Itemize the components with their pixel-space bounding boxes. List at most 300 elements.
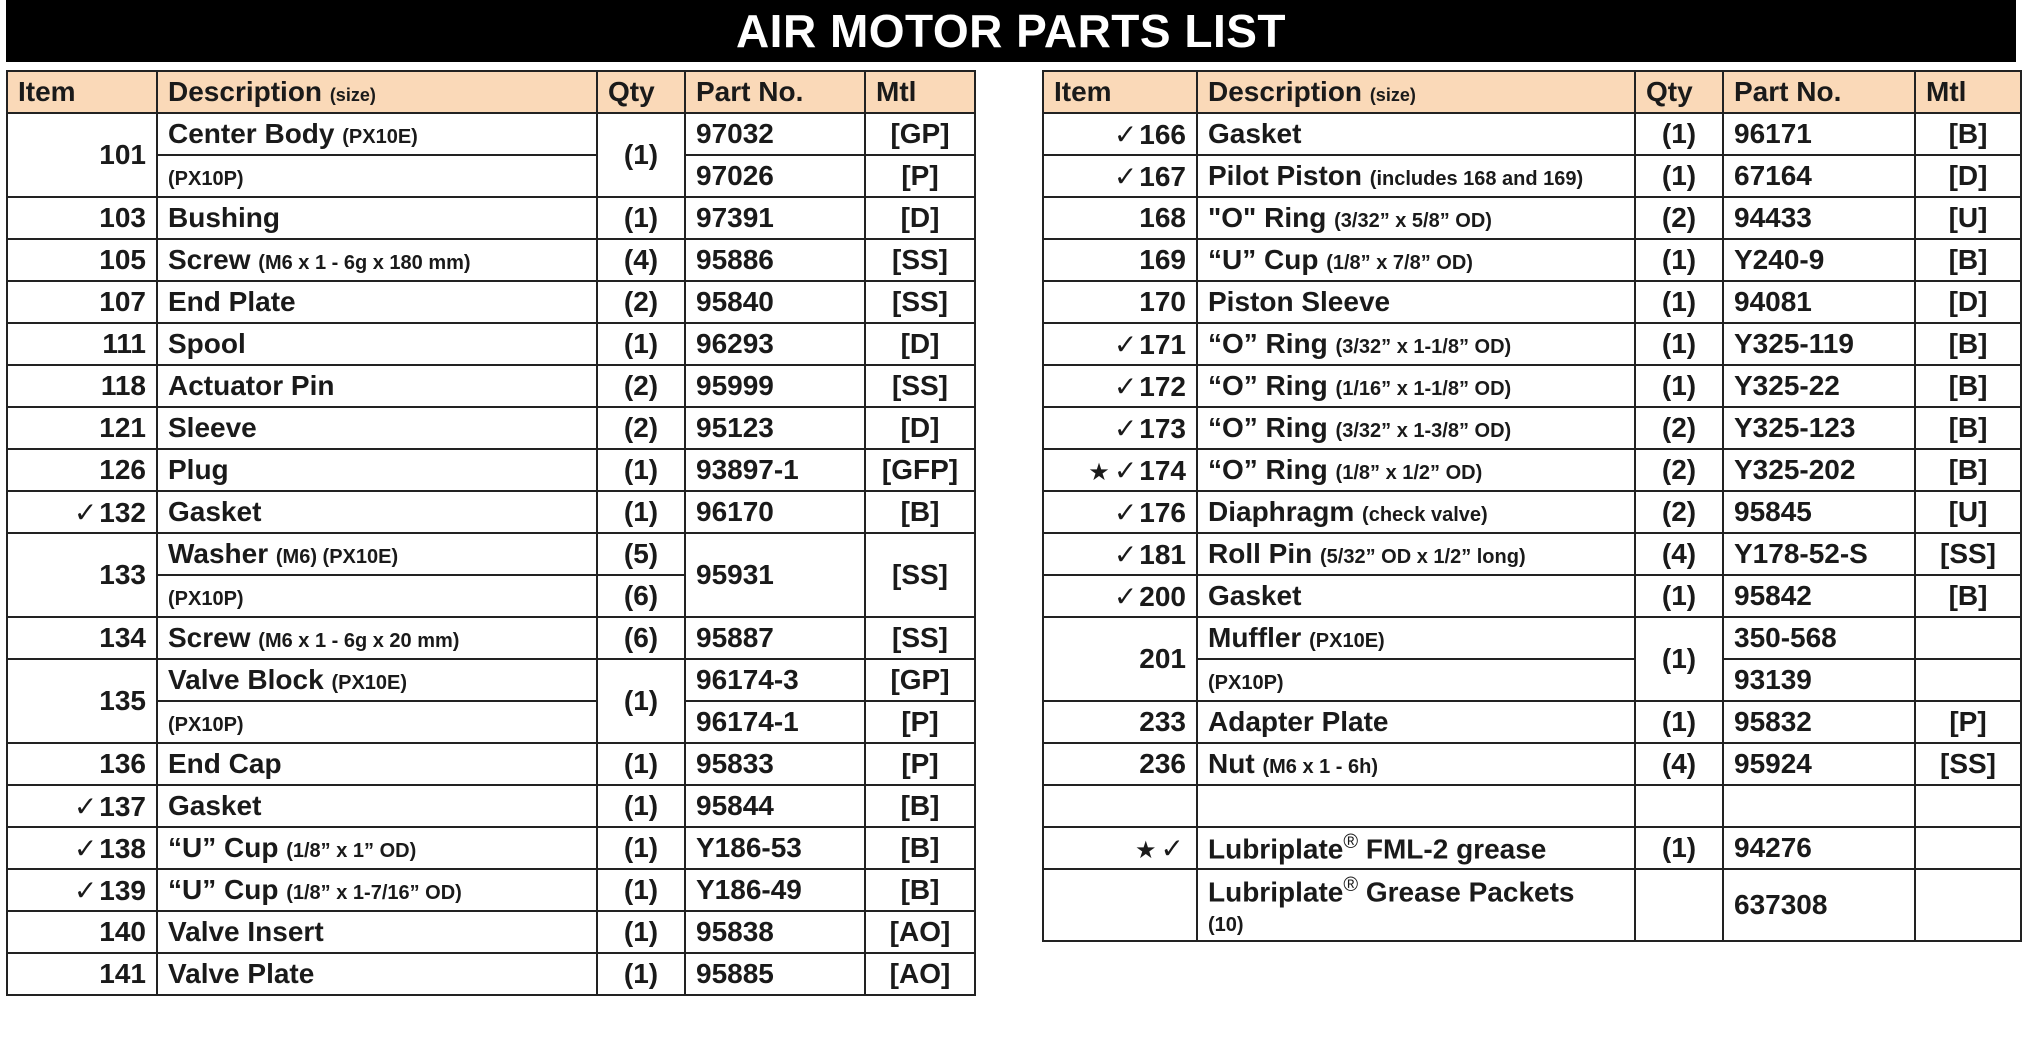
material-cell	[1915, 659, 2021, 701]
part-number-cell	[1723, 785, 1915, 827]
part-number-cell: 97391	[685, 197, 865, 239]
item-cell	[7, 827, 157, 869]
item-cell	[7, 617, 157, 659]
material-cell: [B]	[1915, 575, 2021, 617]
description-cell	[1197, 365, 1635, 407]
checkmark-icon: ✓	[1113, 328, 1138, 360]
description-cell	[1197, 155, 1635, 197]
item-number: 171	[1139, 328, 1186, 360]
description-cell	[1197, 281, 1635, 323]
material-cell: [U]	[1915, 197, 2021, 239]
table-row	[1043, 533, 2021, 575]
size-text: (PX10P)	[168, 714, 244, 736]
material-cell: [P]	[865, 701, 975, 743]
qty-cell: (1)	[597, 869, 685, 911]
table-row	[1043, 281, 2021, 323]
item-cell	[7, 197, 157, 239]
qty-cell: (2)	[597, 365, 685, 407]
description-text: Valve Block	[168, 664, 324, 695]
parts-table-left	[6, 70, 976, 996]
description-cell	[1197, 533, 1635, 575]
checkmark-icon: ✓	[73, 832, 98, 864]
item-number: 103	[99, 202, 146, 233]
description-cell	[1197, 827, 1635, 869]
material-cell: [D]	[865, 323, 975, 365]
description-text: Diaphragm	[1208, 496, 1355, 527]
table-row	[7, 281, 975, 323]
star-icon: ★	[1088, 458, 1110, 486]
material-cell: [B]	[865, 785, 975, 827]
checkmark-icon: ✓	[1113, 580, 1138, 612]
description-text: “U” Cup	[168, 832, 279, 863]
checkmark-icon: ✓	[73, 790, 98, 822]
part-number-cell: 95999	[685, 365, 865, 407]
checkmark-icon: ✓	[1113, 412, 1138, 444]
size-text: (1/8” x 1/2” OD)	[1335, 462, 1483, 484]
part-number-cell: 95833	[685, 743, 865, 785]
item-number: 105	[99, 244, 146, 275]
header-qty: Qty	[597, 71, 685, 113]
material-cell: [D]	[1915, 281, 2021, 323]
item-number: 181	[1139, 538, 1186, 570]
description-text-cont: Grease Packets	[1358, 876, 1575, 908]
material-cell: [B]	[1915, 239, 2021, 281]
table-row	[1043, 785, 2021, 827]
part-number-cell: 96171	[1723, 113, 1915, 155]
part-number-cell: Y325-22	[1723, 365, 1915, 407]
item-cell	[1043, 617, 1197, 701]
item-number: 137	[99, 790, 146, 822]
size-text: (PX10P)	[1208, 672, 1284, 694]
material-cell: [SS]	[865, 533, 975, 617]
description-text: End Cap	[168, 748, 282, 779]
description-text: Gasket	[168, 790, 262, 821]
qty-cell: (1)	[1635, 365, 1723, 407]
checkmark-icon: ✓	[73, 496, 98, 528]
description-cell	[157, 407, 597, 449]
size-text: (PX10E)	[342, 126, 418, 148]
description-text: Nut	[1208, 748, 1255, 779]
item-number: 233	[1139, 706, 1186, 737]
qty-cell: (1)	[1635, 323, 1723, 365]
item-cell	[1043, 869, 1197, 941]
table-row	[1043, 155, 2021, 197]
material-cell: [U]	[1915, 491, 2021, 533]
material-cell: [B]	[1915, 449, 2021, 491]
description-cell	[157, 449, 597, 491]
item-number: 138	[99, 832, 146, 864]
item-number: 135	[99, 685, 146, 716]
table-row	[7, 533, 975, 575]
item-cell	[1043, 407, 1197, 449]
item-number: 173	[1139, 412, 1186, 444]
part-number-cell: Y325-202	[1723, 449, 1915, 491]
qty-cell: (1)	[597, 911, 685, 953]
part-number-cell: 350-568	[1723, 617, 1915, 659]
description-text: Pilot Piston	[1208, 160, 1362, 191]
table-row	[1043, 449, 2021, 491]
table-row	[7, 407, 975, 449]
description-cell	[1197, 113, 1635, 155]
header-description	[157, 71, 597, 113]
qty-cell: (1)	[597, 323, 685, 365]
description-text: “O” Ring	[1208, 370, 1328, 401]
qty-cell: (1)	[1635, 155, 1723, 197]
header-description-label: Description	[168, 76, 323, 107]
item-number: 121	[99, 412, 146, 443]
description-cell	[157, 911, 597, 953]
table-row	[1043, 869, 2021, 941]
qty-cell: (1)	[597, 659, 685, 743]
header-size-label: (size)	[329, 85, 376, 105]
table-row	[7, 113, 975, 155]
item-cell	[1043, 281, 1197, 323]
item-cell	[7, 533, 157, 617]
item-number: 200	[1139, 580, 1186, 612]
header-qty: Qty	[1635, 71, 1723, 113]
part-number-cell: 97026	[685, 155, 865, 197]
header-description-label: Description	[1208, 76, 1363, 107]
table-row	[1043, 407, 2021, 449]
item-cell	[7, 113, 157, 197]
description-text: Roll Pin	[1208, 538, 1313, 569]
material-cell: [SS]	[1915, 533, 2021, 575]
table-header-row	[1043, 71, 2021, 113]
qty-cell: (1)	[1635, 281, 1723, 323]
item-number: 134	[99, 622, 146, 653]
part-number-cell: 93897-1	[685, 449, 865, 491]
part-number-cell: 95845	[1723, 491, 1915, 533]
item-number: 139	[99, 874, 146, 906]
parts-table-right	[1042, 70, 2022, 942]
table-row	[7, 239, 975, 281]
table-header-row	[7, 71, 975, 113]
part-number-cell: 67164	[1723, 155, 1915, 197]
description-text: End Plate	[168, 286, 296, 317]
table-row	[1043, 491, 2021, 533]
header-item: Item	[7, 71, 157, 113]
part-number-cell: 95885	[685, 953, 865, 995]
material-cell: [AO]	[865, 911, 975, 953]
item-number: 111	[102, 328, 146, 359]
item-cell	[7, 449, 157, 491]
part-number-cell: 95844	[685, 785, 865, 827]
item-cell	[7, 407, 157, 449]
description-cell	[157, 533, 597, 575]
description-cell	[157, 365, 597, 407]
item-number: 132	[99, 496, 146, 528]
qty-cell: (6)	[597, 575, 685, 617]
checkmark-icon: ✓	[1113, 538, 1138, 570]
description-text: Bushing	[168, 202, 280, 233]
part-number-cell: 96293	[685, 323, 865, 365]
item-cell	[1043, 533, 1197, 575]
checkmark-icon: ✓	[1113, 454, 1138, 486]
material-cell: [B]	[1915, 323, 2021, 365]
checkmark-icon: ✓	[73, 874, 98, 906]
description-cell	[1197, 743, 1635, 785]
material-cell: [AO]	[865, 953, 975, 995]
size-text: (PX10P)	[168, 588, 244, 610]
item-cell	[1043, 785, 1197, 827]
table-row	[1043, 113, 2021, 155]
material-cell: [SS]	[1915, 743, 2021, 785]
qty-cell: (1)	[597, 743, 685, 785]
item-number: 118	[100, 370, 146, 401]
description-text: Center Body	[168, 118, 335, 149]
part-number-cell: Y325-123	[1723, 407, 1915, 449]
size-text: (PX10P)	[168, 168, 244, 190]
table-row	[1043, 239, 2021, 281]
size-text: (M6 x 1 - 6h)	[1262, 756, 1379, 778]
table-row	[1043, 827, 2021, 869]
qty-cell: (4)	[597, 239, 685, 281]
item-number: 107	[99, 286, 146, 317]
description-cell	[1197, 575, 1635, 617]
material-cell	[1915, 617, 2021, 659]
description-cell	[1197, 197, 1635, 239]
qty-cell: (2)	[1635, 407, 1723, 449]
material-cell: [B]	[865, 869, 975, 911]
description-text: Gasket	[168, 496, 262, 527]
checkmark-icon: ✓	[1113, 496, 1138, 528]
description-text: Gasket	[1208, 118, 1302, 149]
qty-cell: (1)	[597, 113, 685, 197]
description-text: Lubriplate	[1208, 833, 1344, 865]
item-cell	[1043, 575, 1197, 617]
item-number: 133	[99, 559, 146, 590]
part-number-cell: Y325-119	[1723, 323, 1915, 365]
description-cell	[157, 617, 597, 659]
item-cell	[1043, 491, 1197, 533]
part-number-cell: Y240-9	[1723, 239, 1915, 281]
material-cell: [GFP]	[865, 449, 975, 491]
qty-cell: (1)	[1635, 617, 1723, 701]
qty-cell: (1)	[597, 491, 685, 533]
header-description	[1197, 71, 1635, 113]
part-number-cell: 95832	[1723, 701, 1915, 743]
table-row	[7, 365, 975, 407]
part-number-cell: Y186-49	[685, 869, 865, 911]
material-cell: [D]	[1915, 155, 2021, 197]
material-cell: [SS]	[865, 239, 975, 281]
checkmark-icon: ✓	[1160, 832, 1184, 864]
description-cell	[1197, 869, 1635, 941]
qty-cell: (2)	[597, 281, 685, 323]
item-number: 170	[1139, 286, 1186, 317]
part-number-cell: 94433	[1723, 197, 1915, 239]
description-text: Adapter Plate	[1208, 706, 1389, 737]
item-cell	[1043, 365, 1197, 407]
qty-cell: (2)	[597, 407, 685, 449]
checkmark-icon: ✓	[1113, 160, 1138, 192]
description-cell	[157, 323, 597, 365]
description-cell	[157, 701, 597, 743]
part-number-cell: 95840	[685, 281, 865, 323]
item-cell	[1043, 239, 1197, 281]
size-text: (5/32” OD x 1/2” long)	[1320, 546, 1526, 568]
qty-cell: (1)	[1635, 239, 1723, 281]
item-number: 236	[1139, 748, 1186, 779]
description-cell	[157, 827, 597, 869]
table-row	[7, 827, 975, 869]
description-cell	[157, 491, 597, 533]
registered-mark: ®	[1343, 874, 1359, 896]
item-cell	[7, 953, 157, 995]
table-row	[7, 491, 975, 533]
description-cell	[1197, 239, 1635, 281]
description-cell	[157, 659, 597, 701]
qty-cell: (1)	[1635, 113, 1723, 155]
material-cell: [SS]	[865, 281, 975, 323]
material-cell: [B]	[865, 827, 975, 869]
header-item: Item	[1043, 71, 1197, 113]
item-number: 136	[99, 748, 146, 779]
star-icon: ★	[1135, 836, 1157, 864]
page-title: AIR MOTOR PARTS LIST	[6, 0, 2016, 62]
size-text: (PX10E)	[331, 672, 408, 694]
qty-cell: (1)	[597, 953, 685, 995]
item-cell	[7, 491, 157, 533]
description-cell	[1197, 407, 1635, 449]
item-number: 140	[99, 916, 146, 947]
item-number: 169	[1139, 244, 1186, 275]
qty-cell: (5)	[597, 533, 685, 575]
size-text: (1/8” x 1-7/16” OD)	[286, 882, 462, 904]
description-text: “O” Ring	[1208, 454, 1328, 485]
description-text: Valve Plate	[168, 958, 315, 989]
header-size-label: (size)	[1369, 85, 1416, 105]
header-mtl: Mtl	[1915, 71, 2021, 113]
description-cell	[157, 743, 597, 785]
table-row	[7, 869, 975, 911]
material-cell: [P]	[1915, 701, 2021, 743]
size-text: (check valve)	[1362, 504, 1488, 526]
material-cell: [B]	[1915, 365, 2021, 407]
material-cell: [B]	[1915, 113, 2021, 155]
part-number-cell: 95838	[685, 911, 865, 953]
description-cell	[157, 155, 597, 197]
description-cell	[1197, 617, 1635, 659]
qty-cell: (6)	[597, 617, 685, 659]
table-row	[1043, 365, 2021, 407]
item-number: 168	[1139, 202, 1186, 233]
description-text: Actuator Pin	[168, 370, 335, 401]
description-text: Lubriplate	[1208, 876, 1344, 908]
part-number-cell: 95931	[685, 533, 865, 617]
part-number-cell: 95887	[685, 617, 865, 659]
item-number: 167	[1139, 160, 1186, 192]
description-text: “U” Cup	[1208, 244, 1319, 275]
description-text: Gasket	[1208, 580, 1302, 611]
material-cell: [GP]	[865, 659, 975, 701]
size-text: (1/8” x 7/8” OD)	[1326, 252, 1473, 274]
part-number-cell: 96174-3	[685, 659, 865, 701]
item-cell	[1043, 197, 1197, 239]
item-cell	[7, 911, 157, 953]
qty-cell: (1)	[597, 197, 685, 239]
item-cell	[1043, 827, 1197, 869]
part-number-cell: 93139	[1723, 659, 1915, 701]
qty-cell: (1)	[1635, 701, 1723, 743]
description-cell	[157, 869, 597, 911]
description-text: Spool	[168, 328, 246, 359]
item-cell	[7, 785, 157, 827]
part-number-cell: 95924	[1723, 743, 1915, 785]
description-cell	[1197, 785, 1635, 827]
material-cell: [SS]	[865, 617, 975, 659]
checkmark-icon: ✓	[1113, 370, 1138, 402]
size-text: (10)	[1208, 914, 1244, 937]
item-cell	[1043, 113, 1197, 155]
table-row	[1043, 743, 2021, 785]
description-text: Screw	[168, 622, 251, 653]
qty-cell: (1)	[1635, 575, 1723, 617]
item-number: 176	[1139, 496, 1186, 528]
description-cell	[157, 281, 597, 323]
part-number-cell: 637308	[1723, 869, 1915, 941]
table-row	[7, 911, 975, 953]
material-cell: [SS]	[865, 365, 975, 407]
size-text: (3/32” x 1-3/8” OD)	[1335, 420, 1512, 442]
item-cell	[7, 281, 157, 323]
description-cell	[1197, 323, 1635, 365]
description-cell	[157, 953, 597, 995]
part-number-cell: 96170	[685, 491, 865, 533]
part-number-cell: 94081	[1723, 281, 1915, 323]
item-cell	[1043, 701, 1197, 743]
size-text: (1/16” x 1-1/8” OD)	[1335, 378, 1512, 400]
item-number: 141	[99, 958, 146, 989]
description-cell	[1197, 449, 1635, 491]
description-cell	[1197, 659, 1635, 701]
qty-cell: (2)	[1635, 449, 1723, 491]
part-number-cell: 96174-1	[685, 701, 865, 743]
description-cell	[157, 197, 597, 239]
description-text: “O” Ring	[1208, 328, 1328, 359]
item-cell	[1043, 743, 1197, 785]
size-text: (3/32” x 1-1/8” OD)	[1335, 336, 1512, 358]
part-number-cell: 95842	[1723, 575, 1915, 617]
table-row	[7, 953, 975, 995]
material-cell	[1915, 827, 2021, 869]
table-row	[7, 323, 975, 365]
table-row	[1043, 617, 2021, 659]
qty-cell	[1635, 869, 1723, 941]
table-row	[7, 617, 975, 659]
size-text: (includes 168 and 169)	[1369, 168, 1584, 190]
description-cell	[157, 113, 597, 155]
item-cell	[7, 869, 157, 911]
size-text: (M6 x 1 - 6g x 20 mm)	[258, 630, 460, 652]
checkmark-icon: ✓	[1113, 118, 1138, 150]
table-row	[7, 785, 975, 827]
item-cell	[1043, 323, 1197, 365]
header-part-no: Part No.	[1723, 71, 1915, 113]
description-cell	[1197, 701, 1635, 743]
description-cell	[157, 575, 597, 617]
qty-cell: (4)	[1635, 533, 1723, 575]
description-cell	[157, 239, 597, 281]
description-text: “O” Ring	[1208, 412, 1328, 443]
header-mtl: Mtl	[865, 71, 975, 113]
size-text: (1/8” x 1” OD)	[286, 840, 417, 862]
table-row	[7, 743, 975, 785]
material-cell: [B]	[865, 491, 975, 533]
qty-cell: (1)	[597, 827, 685, 869]
item-cell	[7, 659, 157, 743]
material-cell	[1915, 869, 2021, 941]
